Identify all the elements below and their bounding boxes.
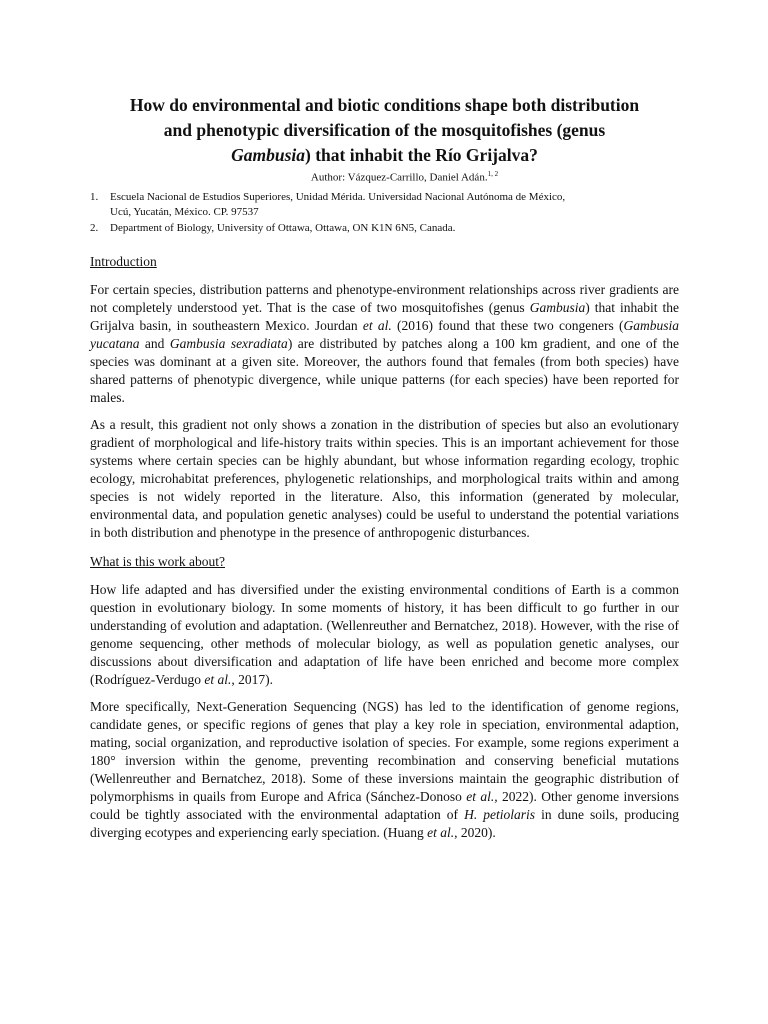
italic-run: et al. — [204, 671, 232, 687]
intro-paragraph-1 — [90, 281, 679, 407]
text-run: How life adapted and has diversified under the existing environmental conditions of Earth is a common question in evolutionary biology. In some moments of history, it has been difficult to go further in our understanding of evolution and adaptation. (Wellenreuther and Bernatchez, 2018). However, with the rise of genome sequencing, other methods of molecular biology, as well as population genetic analyses, our discussions about diversification and adaptation of life have been enriched and become more complex (Rodríguez-Verdugo — [90, 581, 679, 687]
affiliation-text: Department of Biology, University of Ottawa, Ottawa, ON K1N 6N5, Canada. — [110, 221, 456, 234]
about-paragraph-1 — [90, 581, 679, 689]
author-name: Author: Vázquez-Carrillo, Daniel Adán. — [310, 171, 488, 184]
affiliation-item — [90, 190, 679, 220]
italic-run: et al., — [466, 788, 498, 804]
italic-run: et al. — [427, 824, 455, 840]
title-line-3: ) that inhabit the Río Grijalva? — [305, 145, 538, 165]
paper-title — [90, 93, 679, 168]
text-run: For certain species, distribution patterns and phenotype-environment relationships across river gradients are not completely understood yet. That is the case of two mosquitofishes (genus — [90, 281, 679, 315]
intro-paragraph-2: As a result, this gradient not only shows a zonation in the distribution of species but also an evolutionary gradient of morphological and life-history traits within species. This is an important achievement for those systems where certain species can be highly abundant, but whose information regarding ecology, trophic ecology, microhabitat preferences, phylogenetic relationships, and morphological traits within and among species is not widely reported in the literature. Also, this information (generated by molecular, environmental data, and population genetic analyses) could be useful to understand the potential variations in both distribution and phenotype in the presence of anthropogenic disturbances. — [90, 416, 679, 540]
author-affiliation-marks: 1, 2 — [487, 170, 499, 178]
affiliation-text: Escuela Nacional de Estudios Superiores, Unidad Mérida. Universidad Nacional Autónoma de México, — [110, 190, 566, 203]
section-heading-about: What is this work about? — [90, 553, 225, 569]
text-run: (2016) found that these two congeners ( — [391, 317, 624, 333]
text-run: ) that inhabit the Grijalva basin, in southeastern Mexico. Jourdan — [90, 299, 679, 333]
title-genus: Gambusia — [231, 145, 306, 165]
italic-run: H. petiolaris — [464, 806, 536, 822]
text-run: ) are distributed by patches along a 100 km gradient, and one of the species was dominant at a given site. Moreover, the authors found that females (from both species) have shared patterns of phenotypic divergence, while unique patterns (for each species) have been reported for males. — [90, 335, 680, 405]
text-run: More specifically, Next-Generation Sequencing (NGS) has led to the identification of genome regions, candidate genes, or specific regions of genes that play a key role in speciation, environmental adaption, mating, social organization, and reproductive isolation of species. For example, some regions experiment a 180° inversion within the genome, preventing recombination and conserving beneficial mutations (Wellenreuther and Bernatchez, 2018). Some of these inversions maintain the geographic distribution of polymorphisms in quails from Europe and Africa (Sánchez-Donoso — [90, 698, 679, 804]
text-run: 2022). Other genome inversions could be tightly associated with the environmental adaptation of — [90, 788, 680, 822]
title-line-2: and phenotypic diversification of the mosquitofishes (genus — [163, 120, 606, 140]
italic-run: Gambusia yucatana — [90, 317, 679, 351]
text-run: , 2020). — [454, 824, 496, 840]
italic-run: Gambusia sexradiata — [169, 335, 288, 351]
affiliation-item — [90, 221, 679, 236]
text-run: , 2017). — [231, 671, 273, 687]
affiliation-number: 2. — [90, 221, 99, 234]
author-line — [90, 168, 679, 185]
title-line-1: How do environmental and biotic conditions shape both distribution — [129, 95, 640, 115]
affiliations-list — [90, 190, 679, 236]
affiliation-number: 1. — [90, 190, 99, 203]
italic-run: Gambusia — [529, 299, 586, 315]
text-run: and — [139, 335, 170, 351]
section-heading-introduction: Introduction — [90, 253, 157, 269]
italic-run: et al. — [362, 317, 392, 333]
affiliation-text-cont: Ucú, Yucatán, México. CP. 97537 — [110, 205, 259, 218]
about-paragraph-2 — [90, 698, 679, 842]
text-run: in dune soils, producing diverging ecotypes and experiencing early speciation. (Huang — [90, 806, 680, 840]
